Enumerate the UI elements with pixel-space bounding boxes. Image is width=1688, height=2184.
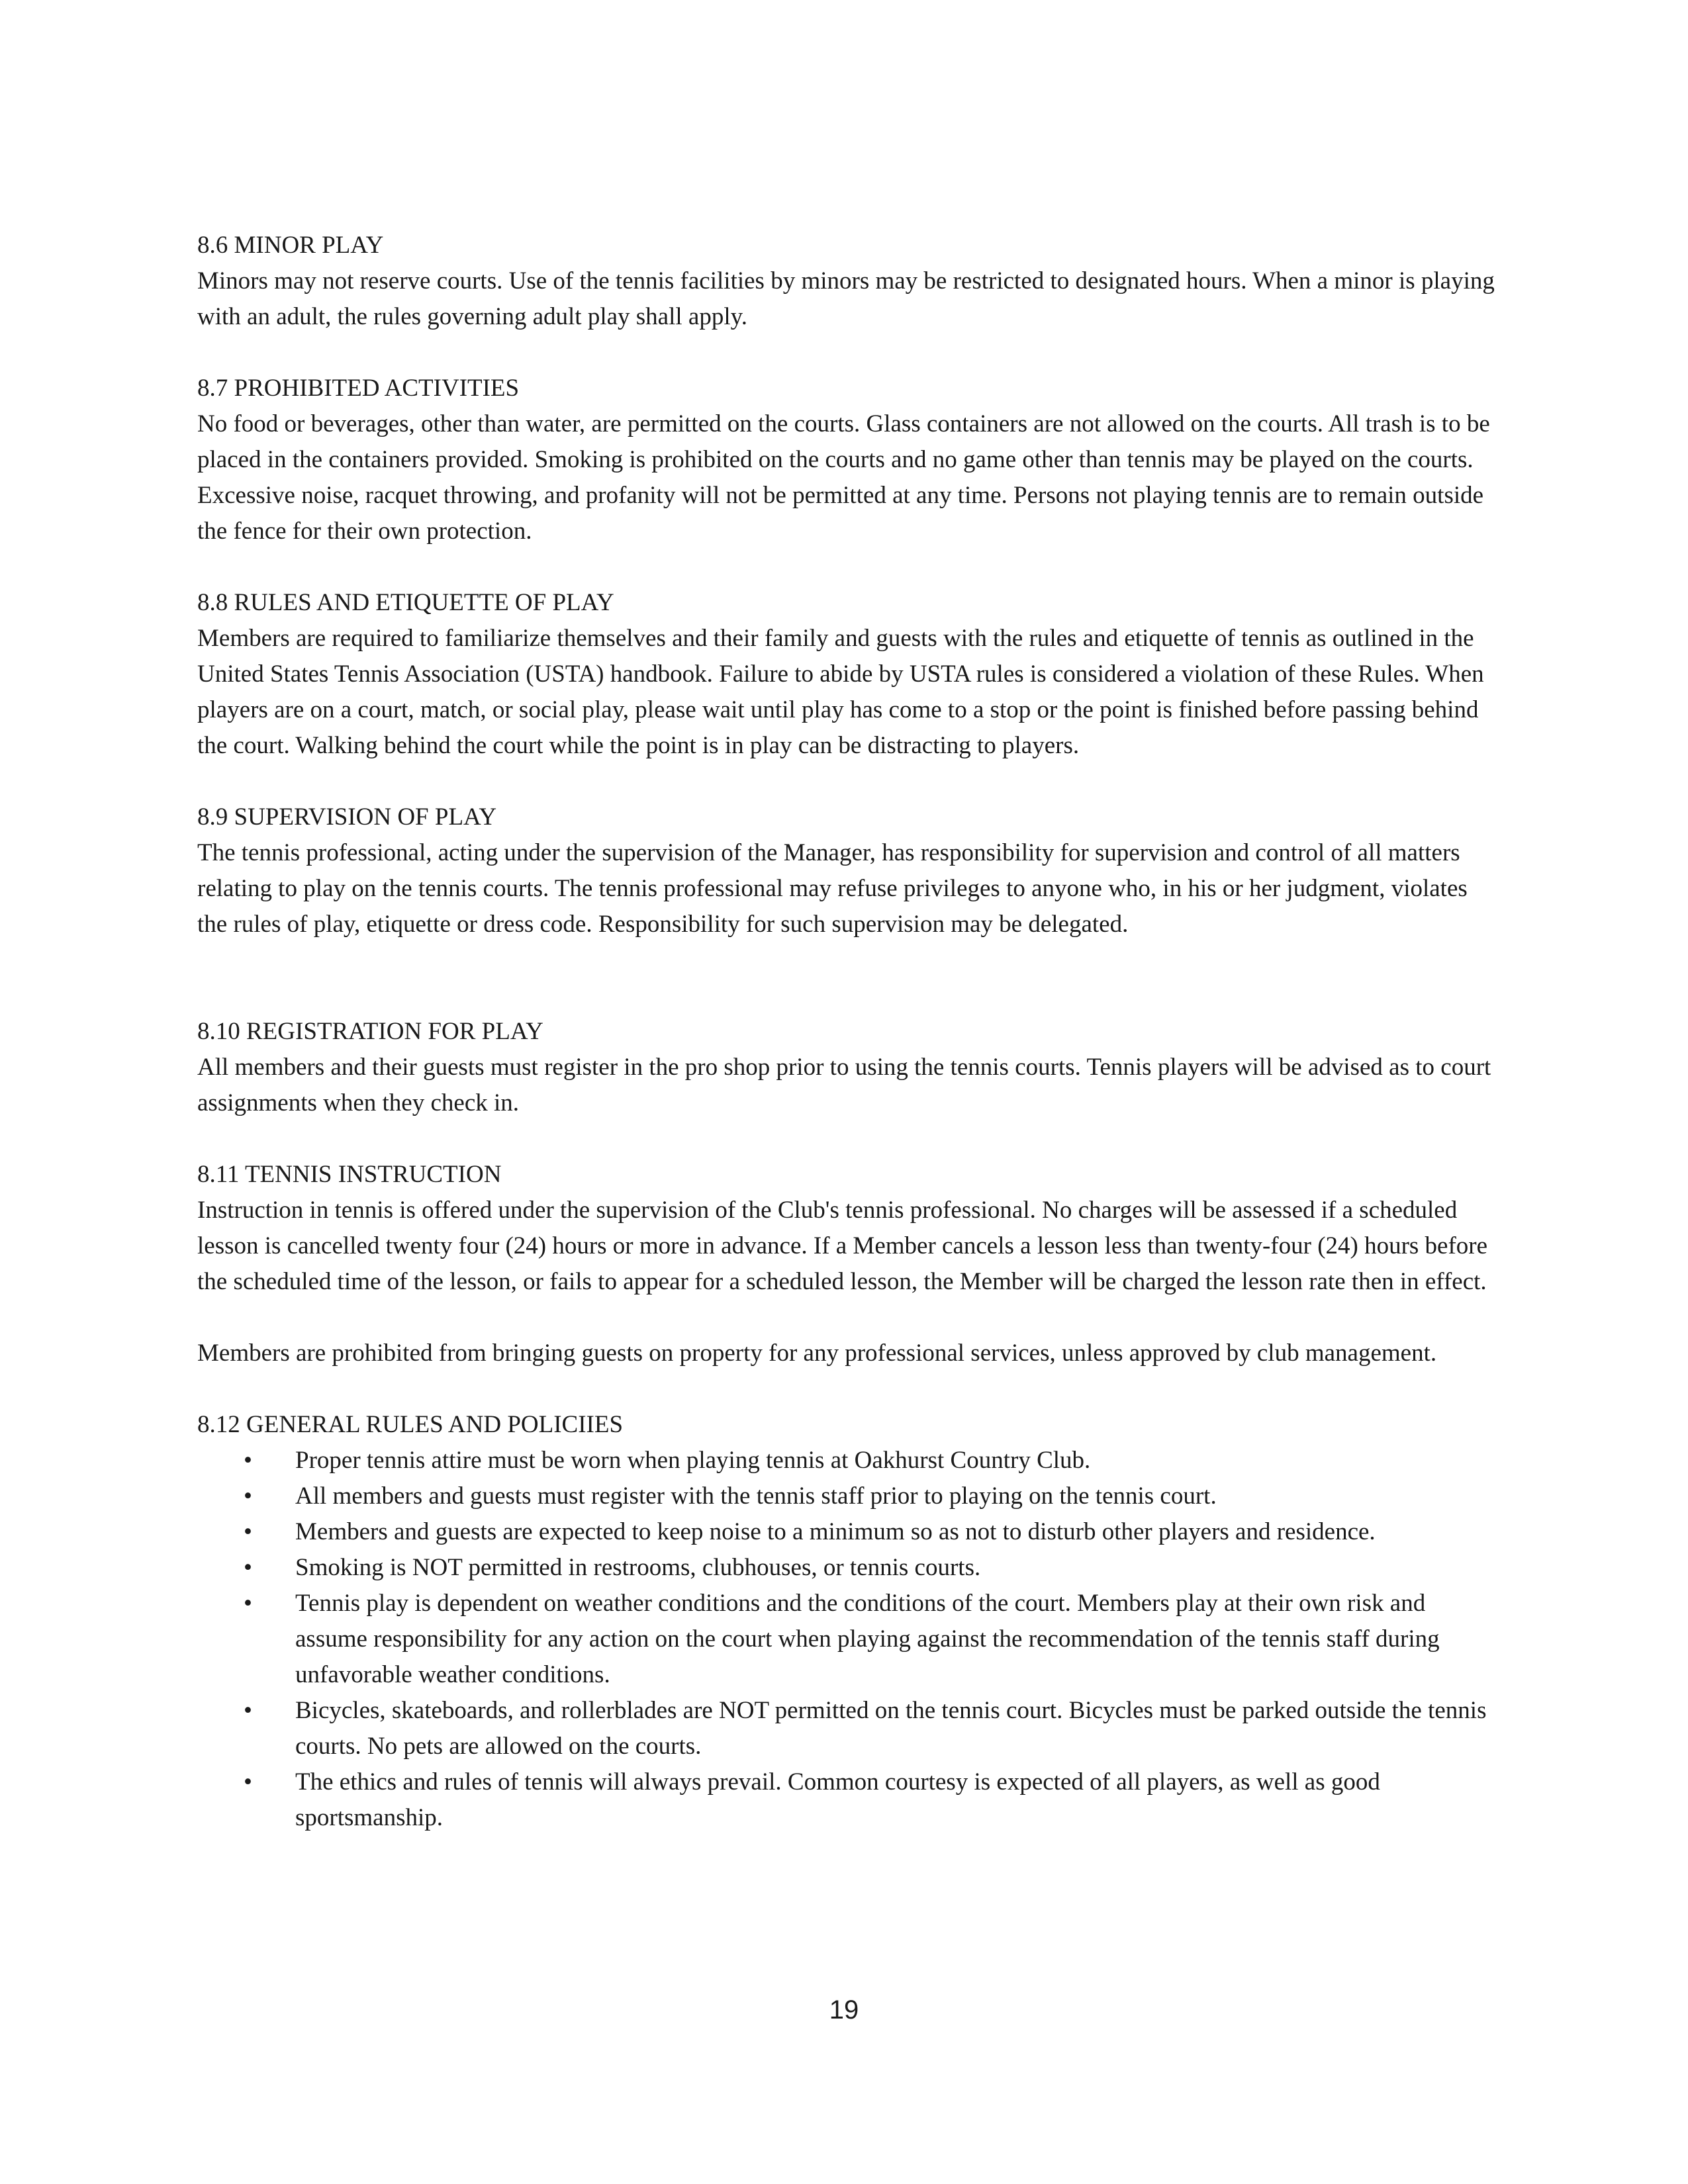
list-item-text: Tennis play is dependent on weather conditions and the conditions of the court. Members play at their own risk and assume responsibility for any action on the court when playing against the recommendation of the tennis staff during unfavorable weather conditions. — [295, 1590, 1440, 1688]
section-prohibited-activities — [197, 371, 1495, 549]
list-item — [197, 1586, 1495, 1693]
section-paragraph: All members and their guests must register in the pro shop prior to using the tennis courts. Tennis players will be advised as to court assignments when they check in. — [197, 1054, 1491, 1116]
section-heading: 8.7 PROHIBITED ACTIVITIES — [197, 375, 520, 402]
bullet-icon: • — [244, 1447, 252, 1474]
section-tennis-instruction — [197, 1157, 1495, 1371]
section-paragraph: Instruction in tennis is offered under the supervision of the Club's tennis professional. No charges will be assessed if a scheduled lesson is cancelled twenty four (24) hours or more in advance. If a Member cancels a lesson less than twenty-four (24) hours before the scheduled time of the lesson, or fails to appear for a scheduled lesson, the Member will be charged the lesson rate then in effect. — [197, 1197, 1488, 1295]
section-paragraph: Minors may not reserve courts. Use of the tennis facilities by minors may be restricted to designated hours. When a minor is playing with an adult, the rules governing adult play shall apply. — [197, 267, 1495, 330]
section-heading: 8.8 RULES AND ETIQUETTE OF PLAY — [197, 589, 614, 616]
list-item — [197, 1479, 1495, 1514]
list-item-text: Proper tennis attire must be worn when playing tennis at Oakhurst Country Club. — [295, 1447, 1091, 1474]
section-registration-for-play — [197, 1014, 1495, 1121]
section-rules-and-etiquette — [197, 585, 1495, 764]
section-heading: 8.12 GENERAL RULES AND POLICIIES — [197, 1411, 624, 1438]
section-heading: 8.6 MINOR PLAY — [197, 232, 384, 259]
list-item — [197, 1514, 1495, 1550]
list-item-text: All members and guests must register with the tennis staff prior to playing on the tennis court. — [295, 1482, 1217, 1510]
list-item-text: Bicycles, skateboards, and rollerblades are NOT permitted on the tennis court. Bicycles must be parked outside the tennis courts. No pets are allowed on the courts. — [295, 1697, 1487, 1760]
section-heading: 8.10 REGISTRATION FOR PLAY — [197, 1018, 543, 1045]
bullet-icon: • — [244, 1590, 252, 1617]
section-paragraph: Members are required to familiarize themselves and their family and guests with the rules and etiquette of tennis as outlined in the United States Tennis Association (USTA) handbook. Failure to abide by USTA rules is considered a violation of these Rules. When players are on a court, match, or social play, please wait until play has come to a stop or the point is finished before passing behind the court. Walking behind the court while the point is in play can be distracting to players. — [197, 625, 1484, 759]
bullet-icon: • — [244, 1697, 252, 1724]
section-heading: 8.9 SUPERVISION OF PLAY — [197, 803, 497, 831]
section-paragraph-secondary: Members are prohibited from bringing guests on property for any professional services, unless approved by club management. — [197, 1340, 1437, 1367]
section-general-rules — [197, 1407, 1495, 1836]
list-item — [197, 1443, 1495, 1479]
list-item — [197, 1550, 1495, 1586]
section-supervision-of-play — [197, 799, 1495, 942]
list-item-text: Smoking is NOT permitted in restrooms, clubhouses, or tennis courts. — [295, 1554, 981, 1581]
section-minor-play — [197, 228, 1495, 335]
section-paragraph: No food or beverages, other than water, are permitted on the courts. Glass containers are not allowed on the courts. All trash is to be placed in the containers provided. Smoking is prohibited on the courts and no game other than tennis may be played on the courts. Excessive noise, racquet throwing, and profanity will not be permitted at any time. Persons not playing tennis are to remain outside the fence for their own protection. — [197, 410, 1490, 545]
bullet-icon: • — [244, 1518, 252, 1545]
list-item-text: The ethics and rules of tennis will always prevail. Common courtesy is expected of all players, as well as good sportsmanship. — [295, 1768, 1380, 1831]
section-paragraph: The tennis professional, acting under the supervision of the Manager, has responsibility for supervision and control of all matters relating to play on the tennis courts. The tennis professional may refuse privileges to anyone who, in his or her judgment, violates the rules of play, etiquette or dress code. Responsibility for such supervision may be delegated. — [197, 839, 1468, 938]
general-rules-list — [197, 1443, 1495, 1836]
bullet-icon: • — [244, 1768, 252, 1796]
page-number: 19 — [829, 1995, 859, 2025]
list-item-text: Members and guests are expected to keep noise to a minimum so as not to disturb other players and residence. — [295, 1518, 1376, 1545]
section-heading: 8.11 TENNIS INSTRUCTION — [197, 1161, 502, 1188]
list-item — [197, 1693, 1495, 1764]
list-item — [197, 1764, 1495, 1836]
bullet-icon: • — [244, 1482, 252, 1510]
document-body — [197, 228, 1495, 1836]
bullet-icon: • — [244, 1554, 252, 1581]
